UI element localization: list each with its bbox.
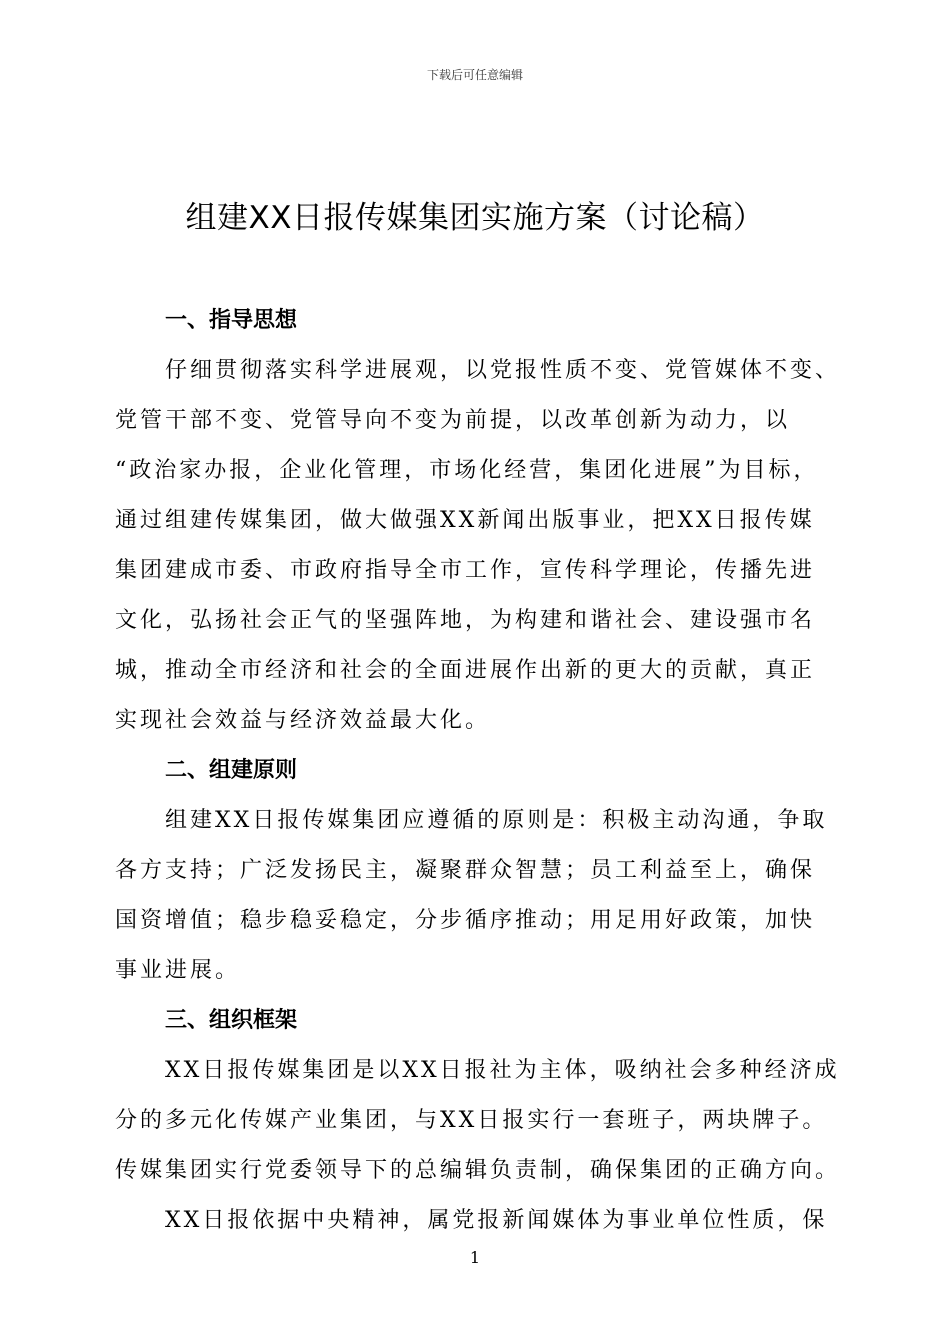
paragraph-line: 实现社会效益与经济效益最大化。 (115, 708, 491, 733)
paragraph-line: 通过组建传媒集团，做大做强XX新闻出版事业，把XX日报传媒 (115, 508, 815, 533)
document-body (115, 296, 850, 1246)
paragraph-line: XX日报传媒集团是以XX日报社为主体，吸纳社会多种经济成 (165, 1058, 840, 1083)
paragraph-line: 城，推动全市经济和社会的全面进展作出新的更大的贡献，真正 (115, 658, 816, 683)
section-organizational-framework (115, 996, 850, 1246)
document-title: 组建XX日报传媒集团实施方案（讨论稿） (185, 200, 765, 236)
paragraph-line: 组建XX日报传媒集团应遵循的原则是：积极主动沟通，争取 (165, 808, 828, 833)
header-note: 下载后可任意编辑 (426, 68, 523, 82)
paragraph (115, 346, 850, 746)
section-heading: 三、组织框架 (165, 1008, 298, 1033)
section-heading: 一、指导思想 (165, 308, 298, 333)
section-heading: 二、组建原则 (165, 758, 298, 783)
paragraph-line: 分的多元化传媒产业集团，与XX日报实行一套班子，两块牌子。 (115, 1108, 828, 1133)
section-guiding-ideology (115, 296, 850, 746)
paragraph (115, 796, 850, 996)
paragraph-line: 传媒集团实行党委领导下的总编辑负责制，确保集团的正确方向。 (115, 1158, 841, 1183)
paragraph-line: 文化，弘扬社会正气的坚强阵地，为构建和谐社会、建设强市名 (115, 608, 816, 633)
paragraph (115, 1046, 850, 1196)
paragraph (115, 1196, 850, 1246)
paragraph-line: 集团建成市委、市政府指导全市工作，宣传科学理论，传播先进 (115, 558, 816, 583)
paragraph-line: XX日报依据中央精神，属党报新闻媒体为事业单位性质，保 (165, 1208, 828, 1233)
page-number: 1 (469, 1248, 481, 1267)
paragraph-line: 各方支持；广泛发扬民主，凝聚群众智慧；员工利益至上，确保 (115, 858, 816, 883)
paragraph-line: “政治家办报，企业化管理，市场化经营，集团化进展”为目标， (115, 458, 819, 483)
paragraph-line: 党管干部不变、党管导向不变为前提，以改革创新为动力，以 (115, 408, 791, 433)
paragraph-line: 仔细贯彻落实科学进展观，以党报性质不变、党管媒体不变、 (165, 358, 841, 383)
section-establishment-principles (115, 746, 850, 996)
paragraph-line: 事业进展。 (115, 958, 241, 983)
paragraph-line: 国资增值；稳步稳妥稳定，分步循序推动；用足用好政策，加快 (115, 908, 816, 933)
